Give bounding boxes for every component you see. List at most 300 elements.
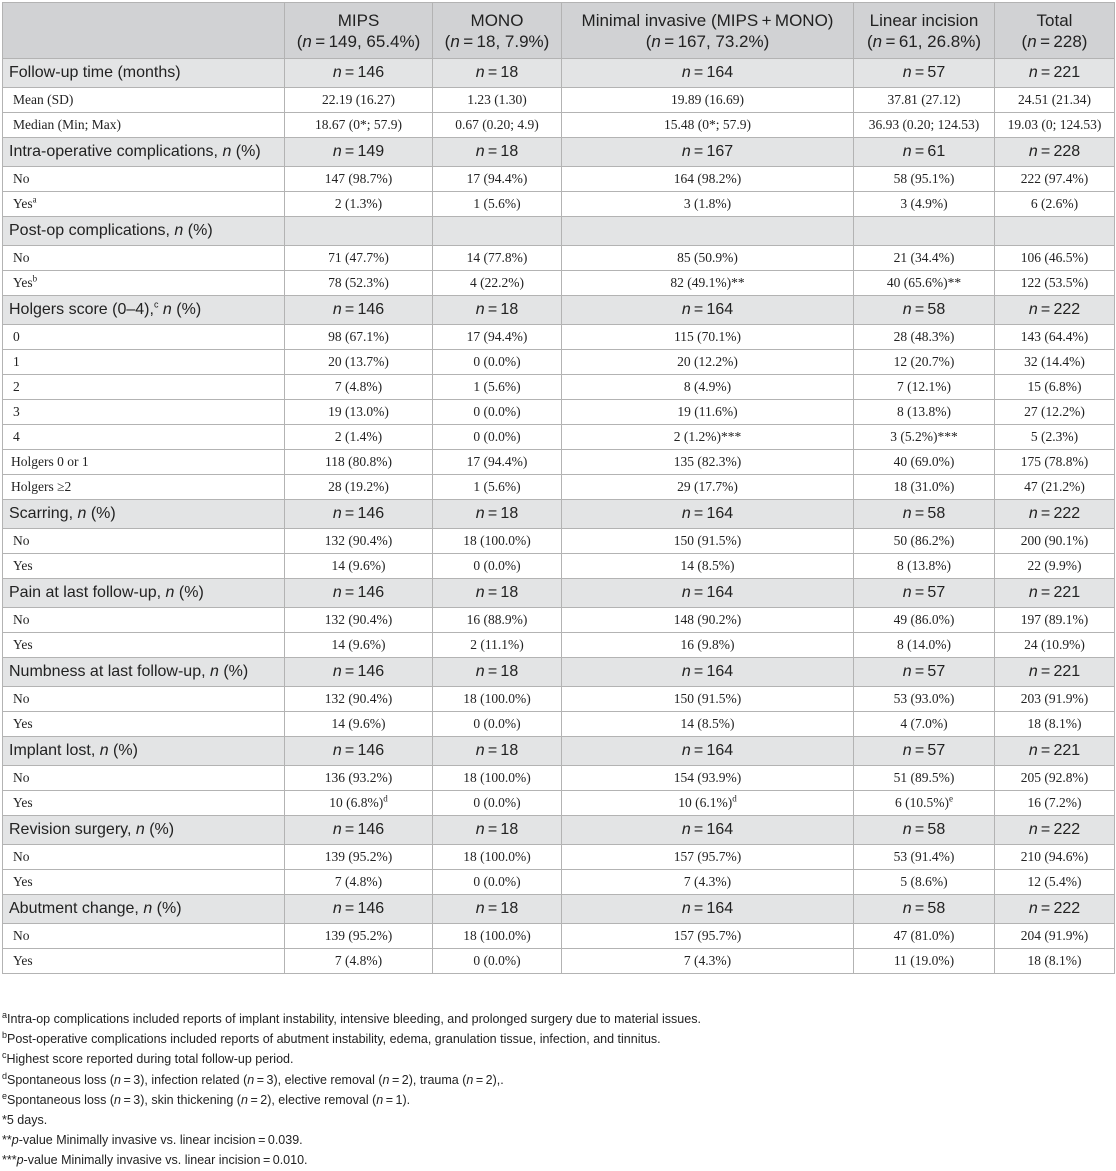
cell-value: 2 (1.4%) bbox=[334, 429, 383, 444]
row-label bbox=[3, 350, 285, 375]
table-row bbox=[3, 554, 1115, 579]
cell-value: 203 (91.9%) bbox=[1020, 691, 1089, 706]
row-label bbox=[3, 325, 285, 350]
cell-value: 14 (77.8%) bbox=[466, 250, 528, 265]
data-cell bbox=[285, 949, 433, 974]
footnote bbox=[2, 1029, 1112, 1049]
cell-value: 15 (6.8%) bbox=[1027, 379, 1082, 394]
cell-value: 8 (14.0%) bbox=[897, 637, 951, 652]
section-n-cell bbox=[995, 895, 1115, 924]
n-symbol: n bbox=[681, 821, 691, 838]
data-cell bbox=[433, 246, 562, 271]
data-cell bbox=[433, 633, 562, 658]
data-cell bbox=[285, 633, 433, 658]
n-symbol: n bbox=[475, 64, 485, 81]
section-row bbox=[3, 296, 1115, 325]
section-label bbox=[3, 658, 285, 687]
cell-value: 12 (5.4%) bbox=[1027, 874, 1082, 889]
section-n-cell bbox=[562, 138, 854, 167]
n-symbol: n bbox=[1028, 584, 1038, 601]
section-n-cell bbox=[433, 138, 562, 167]
section-n-cell bbox=[433, 895, 562, 924]
row-label bbox=[3, 475, 285, 500]
n-symbol: n bbox=[902, 900, 912, 917]
row-label-text: No bbox=[13, 171, 30, 186]
row-label bbox=[3, 192, 285, 217]
n-value: = 164 bbox=[693, 900, 734, 917]
header-cell-linear-incision: Linear incision (n = 61, 26.8%) bbox=[854, 3, 995, 59]
n-value: = 146 bbox=[344, 64, 385, 81]
section-label-tail: (%) bbox=[231, 143, 261, 160]
footnote-marker: d bbox=[2, 1070, 8, 1081]
section-label-text: Revision surgery, bbox=[9, 821, 136, 838]
data-cell bbox=[285, 687, 433, 712]
n-value: = 146 bbox=[344, 584, 385, 601]
table-row bbox=[3, 766, 1115, 791]
row-label bbox=[3, 425, 285, 450]
data-cell bbox=[854, 246, 995, 271]
header-n-value: = 61, 26.8% bbox=[882, 31, 976, 51]
row-label-text: No bbox=[13, 250, 30, 265]
cell-value: 5 (2.3%) bbox=[1030, 429, 1079, 444]
n-symbol: n bbox=[681, 663, 691, 680]
cell-value: 21 (34.4%) bbox=[893, 250, 955, 265]
header-n-value: = 167, 73.2% bbox=[660, 31, 764, 51]
n-symbol: n bbox=[1028, 505, 1038, 522]
row-label-text: Yes bbox=[13, 953, 33, 968]
data-cell bbox=[285, 529, 433, 554]
section-n-cell bbox=[995, 737, 1115, 766]
data-cell bbox=[995, 870, 1115, 895]
table-row bbox=[3, 791, 1115, 816]
data-cell bbox=[995, 271, 1115, 296]
data-cell bbox=[995, 949, 1115, 974]
section-n-cell bbox=[285, 138, 433, 167]
cell-value: 47 (81.0%) bbox=[893, 928, 955, 943]
row-label bbox=[3, 246, 285, 271]
n-value: = 228 bbox=[1040, 143, 1081, 160]
section-label-tail: (%) bbox=[174, 584, 204, 601]
row-label bbox=[3, 924, 285, 949]
header-row bbox=[3, 3, 1115, 59]
footnote-text: *5 days. bbox=[2, 1112, 48, 1127]
header-cell-mono: MONO (n = 18, 7.9%) bbox=[433, 3, 562, 59]
n-value: = 167 bbox=[693, 143, 734, 160]
data-cell bbox=[854, 167, 995, 192]
table-row bbox=[3, 845, 1115, 870]
data-cell bbox=[562, 924, 854, 949]
cell-value: 1 (5.6%) bbox=[473, 196, 521, 211]
table-row bbox=[3, 325, 1115, 350]
row-label bbox=[3, 949, 285, 974]
n-value: = 18 bbox=[487, 900, 519, 917]
data-cell bbox=[285, 192, 433, 217]
section-n-cell bbox=[433, 500, 562, 529]
data-cell bbox=[995, 246, 1115, 271]
cell-value: 40 (69.0%) bbox=[893, 454, 955, 469]
cell-value: 0 (0.0%) bbox=[473, 558, 521, 573]
section-n-cell bbox=[854, 138, 995, 167]
cell-value: 8 (13.8%) bbox=[897, 404, 951, 419]
section-n-cell bbox=[562, 737, 854, 766]
row-label-text: 0 bbox=[13, 329, 20, 344]
cell-value: 14 (9.6%) bbox=[331, 558, 386, 573]
cell-value: 40 (65.6%)** bbox=[886, 275, 962, 290]
cell-value: 0 (0.0%) bbox=[473, 354, 521, 369]
cell-value: 150 (91.5%) bbox=[673, 691, 742, 706]
cell-value: 204 (91.9%) bbox=[1020, 928, 1089, 943]
section-n-cell bbox=[854, 737, 995, 766]
footnote bbox=[2, 1049, 1112, 1069]
data-cell bbox=[433, 192, 562, 217]
row-label-text: Yes bbox=[13, 795, 33, 810]
section-n-cell bbox=[285, 296, 433, 325]
cell-value: 2 (1.3%) bbox=[334, 196, 383, 211]
data-cell bbox=[854, 113, 995, 138]
n-symbol: n bbox=[681, 900, 691, 917]
footnote-text: ** bbox=[2, 1133, 12, 1148]
cell-value: 210 (94.6%) bbox=[1020, 849, 1089, 864]
footnote-text: n bbox=[247, 1072, 255, 1087]
data-cell bbox=[995, 88, 1115, 113]
footnote bbox=[2, 1090, 1112, 1110]
data-cell bbox=[995, 554, 1115, 579]
row-label-text: No bbox=[13, 533, 30, 548]
n-symbol: n bbox=[475, 584, 485, 601]
section-label-n: n bbox=[165, 584, 175, 601]
data-cell bbox=[433, 554, 562, 579]
row-label-text: No bbox=[13, 691, 30, 706]
header-n-symbol: n bbox=[651, 31, 661, 51]
table-row bbox=[3, 400, 1115, 425]
section-n-cell bbox=[995, 658, 1115, 687]
row-label bbox=[3, 766, 285, 791]
cell-value: 14 (8.5%) bbox=[680, 558, 735, 573]
footnote bbox=[2, 1150, 1112, 1170]
cell-value: 18 (100.0%) bbox=[463, 691, 531, 706]
row-label bbox=[3, 608, 285, 633]
cell-value: 0 (0.0%) bbox=[473, 795, 521, 810]
cell-value: 15.48 (0*; 57.9) bbox=[664, 117, 751, 132]
data-cell bbox=[562, 325, 854, 350]
data-cell bbox=[562, 246, 854, 271]
table-row bbox=[3, 350, 1115, 375]
footnote-text: = 2), trauma ( bbox=[389, 1072, 467, 1087]
n-value: = 146 bbox=[344, 663, 385, 680]
table-row bbox=[3, 712, 1115, 737]
row-label bbox=[3, 870, 285, 895]
data-cell bbox=[285, 924, 433, 949]
data-cell bbox=[995, 712, 1115, 737]
section-n-cell bbox=[562, 579, 854, 608]
data-cell bbox=[433, 425, 562, 450]
n-symbol: n bbox=[475, 900, 485, 917]
section-label-text: Implant lost, bbox=[9, 742, 100, 759]
cell-value: 139 (95.2%) bbox=[324, 928, 393, 943]
cell-value: 150 (91.5%) bbox=[673, 533, 742, 548]
n-symbol: n bbox=[1028, 301, 1038, 318]
data-cell bbox=[562, 608, 854, 633]
cell-value: 135 (82.3%) bbox=[673, 454, 742, 469]
n-value: = 61 bbox=[914, 143, 946, 160]
data-cell bbox=[995, 608, 1115, 633]
section-n-cell bbox=[433, 59, 562, 88]
header-label: MONO bbox=[470, 10, 524, 30]
row-label-text: Holgers 0 or 1 bbox=[11, 454, 89, 469]
section-label-text: Pain at last follow-up, bbox=[9, 584, 166, 601]
footnote-text: *** bbox=[2, 1153, 17, 1168]
cell-value: 24.51 (21.34) bbox=[1017, 92, 1092, 107]
row-label-text: Yes bbox=[13, 196, 33, 211]
data-cell bbox=[854, 633, 995, 658]
table-row bbox=[3, 88, 1115, 113]
cell-value: 175 (78.8%) bbox=[1020, 454, 1089, 469]
data-cell bbox=[285, 350, 433, 375]
cell-value: 0 (0.0%) bbox=[473, 953, 521, 968]
table-row bbox=[3, 608, 1115, 633]
cell-value: 20 (13.7%) bbox=[328, 354, 389, 369]
cell-value: 148 (90.2%) bbox=[673, 612, 742, 627]
cell-value: 0 (0.0%) bbox=[473, 404, 521, 419]
cell-value: 28 (48.3%) bbox=[893, 329, 955, 344]
cell-value: 18 (31.0%) bbox=[893, 479, 955, 494]
cell-value: 7 (4.8%) bbox=[334, 379, 383, 394]
n-value: = 18 bbox=[487, 143, 519, 160]
header-cell-minimal-invasive: Minimal invasive (MIPS + MONO) (n = 167, 73.2%) bbox=[562, 3, 854, 59]
cell-value: 71 (47.7%) bbox=[328, 250, 389, 265]
section-label-n: n bbox=[143, 900, 153, 917]
cell-value: 157 (95.7%) bbox=[673, 849, 742, 864]
cell-value: 51 (89.5%) bbox=[893, 770, 955, 785]
footnote bbox=[2, 1130, 1112, 1150]
row-label-text: No bbox=[13, 770, 30, 785]
cell-value: 36.93 (0.20; 124.53) bbox=[868, 117, 980, 132]
data-cell bbox=[562, 687, 854, 712]
data-cell bbox=[562, 791, 854, 816]
footnote-text: n bbox=[376, 1092, 384, 1107]
data-cell bbox=[285, 712, 433, 737]
section-label-text: Numbness at last follow-up, bbox=[9, 663, 210, 680]
cell-value: 16 (9.8%) bbox=[680, 637, 735, 652]
n-value: = 18 bbox=[487, 64, 519, 81]
data-cell bbox=[562, 113, 854, 138]
cell-value: 222 (97.4%) bbox=[1020, 171, 1089, 186]
data-cell bbox=[562, 400, 854, 425]
data-cell bbox=[433, 791, 562, 816]
cell-value: 85 (50.9%) bbox=[677, 250, 738, 265]
section-label bbox=[3, 737, 285, 766]
header-n-symbol: n bbox=[450, 31, 460, 51]
n-value: = 164 bbox=[693, 64, 734, 81]
data-cell bbox=[285, 167, 433, 192]
cell-value: 22.19 (16.27) bbox=[321, 92, 396, 107]
footnote-text: -value Minimally invasive vs. linear incision = 0.039. bbox=[18, 1133, 303, 1148]
n-symbol: n bbox=[475, 143, 485, 160]
n-symbol: n bbox=[475, 821, 485, 838]
n-symbol: n bbox=[332, 143, 342, 160]
data-cell bbox=[995, 450, 1115, 475]
data-cell bbox=[562, 350, 854, 375]
n-value: = 146 bbox=[344, 900, 385, 917]
cell-value: 19 (13.0%) bbox=[328, 404, 389, 419]
cell-value: 157 (95.7%) bbox=[673, 928, 742, 943]
footnote-marker: b bbox=[32, 273, 38, 284]
n-symbol: n bbox=[1028, 821, 1038, 838]
data-cell bbox=[433, 113, 562, 138]
table-row bbox=[3, 246, 1115, 271]
footnote-text: = 1). bbox=[383, 1092, 411, 1107]
n-symbol: n bbox=[681, 143, 691, 160]
data-cell bbox=[433, 167, 562, 192]
section-row bbox=[3, 737, 1115, 766]
section-n-cell bbox=[854, 217, 995, 246]
n-value: = 57 bbox=[914, 663, 946, 680]
cell-value: 14 (9.6%) bbox=[331, 637, 386, 652]
section-label bbox=[3, 500, 285, 529]
section-label-tail: (%) bbox=[171, 301, 202, 318]
section-label bbox=[3, 895, 285, 924]
table-row bbox=[3, 687, 1115, 712]
cell-value: 19 (11.6%) bbox=[677, 404, 738, 419]
cell-value: 7 (12.1%) bbox=[897, 379, 951, 394]
row-label bbox=[3, 845, 285, 870]
n-symbol: n bbox=[332, 663, 342, 680]
n-value: = 221 bbox=[1040, 663, 1081, 680]
cell-value: 32 (14.4%) bbox=[1024, 354, 1085, 369]
table-row bbox=[3, 113, 1115, 138]
table-row bbox=[3, 924, 1115, 949]
data-cell bbox=[562, 870, 854, 895]
section-n-cell bbox=[562, 217, 854, 246]
row-label-text: Yes bbox=[13, 558, 33, 573]
row-label bbox=[3, 554, 285, 579]
cell-value: 17 (94.4%) bbox=[466, 171, 528, 186]
data-cell bbox=[854, 425, 995, 450]
row-label bbox=[3, 529, 285, 554]
data-cell bbox=[995, 325, 1115, 350]
n-value: = 58 bbox=[914, 301, 946, 318]
header-blank-cell bbox=[3, 3, 285, 59]
data-cell bbox=[433, 529, 562, 554]
data-cell bbox=[995, 766, 1115, 791]
data-cell bbox=[285, 271, 433, 296]
table-row bbox=[3, 475, 1115, 500]
cell-value: 18 (8.1%) bbox=[1027, 716, 1082, 731]
section-row bbox=[3, 579, 1115, 608]
footnote-marker: e bbox=[2, 1090, 8, 1101]
n-symbol: n bbox=[475, 742, 485, 759]
header-n-symbol: n bbox=[1027, 31, 1037, 51]
data-cell bbox=[285, 766, 433, 791]
data-cell bbox=[854, 924, 995, 949]
cell-value: 18 (100.0%) bbox=[463, 770, 531, 785]
data-cell bbox=[285, 845, 433, 870]
footnote-marker: d bbox=[732, 793, 737, 804]
cell-value: 18 (100.0%) bbox=[463, 849, 531, 864]
cell-value: 18 (100.0%) bbox=[463, 533, 531, 548]
cell-value: 6 (10.5%) bbox=[895, 795, 949, 810]
data-cell bbox=[285, 791, 433, 816]
row-label bbox=[3, 633, 285, 658]
cell-value: 37.81 (27.12) bbox=[887, 92, 961, 107]
data-cell bbox=[285, 113, 433, 138]
footnote-text: = 3), elective removal ( bbox=[254, 1072, 383, 1087]
table-row bbox=[3, 949, 1115, 974]
data-cell bbox=[285, 246, 433, 271]
cell-value: 18 (100.0%) bbox=[463, 928, 531, 943]
cell-value: 0 (0.0%) bbox=[473, 429, 521, 444]
section-label-n: n bbox=[209, 663, 219, 680]
n-symbol: n bbox=[1028, 742, 1038, 759]
cell-value: 22 (9.9%) bbox=[1027, 558, 1082, 573]
n-symbol: n bbox=[902, 663, 912, 680]
data-cell bbox=[562, 450, 854, 475]
row-label bbox=[3, 88, 285, 113]
table-row bbox=[3, 633, 1115, 658]
cell-value: 3 (5.2%)*** bbox=[890, 429, 958, 444]
n-value: = 221 bbox=[1040, 742, 1081, 759]
n-symbol: n bbox=[681, 742, 691, 759]
section-row bbox=[3, 658, 1115, 687]
table-row bbox=[3, 375, 1115, 400]
data-cell bbox=[995, 350, 1115, 375]
section-n-cell bbox=[995, 59, 1115, 88]
data-cell bbox=[854, 529, 995, 554]
section-n-cell bbox=[995, 217, 1115, 246]
section-n-cell bbox=[433, 579, 562, 608]
n-value: = 146 bbox=[344, 742, 385, 759]
data-cell bbox=[854, 845, 995, 870]
row-label-text: No bbox=[13, 612, 30, 627]
data-cell bbox=[854, 475, 995, 500]
data-cell bbox=[433, 271, 562, 296]
section-label bbox=[3, 138, 285, 167]
data-cell bbox=[562, 845, 854, 870]
n-value: = 58 bbox=[914, 821, 946, 838]
data-cell bbox=[995, 529, 1115, 554]
data-cell bbox=[854, 271, 995, 296]
section-label-text: Follow-up time (months) bbox=[9, 64, 181, 81]
table-row bbox=[3, 450, 1115, 475]
header-n-symbol: n bbox=[872, 31, 883, 51]
data-cell bbox=[562, 271, 854, 296]
n-symbol: n bbox=[902, 143, 912, 160]
row-label-text: Yes bbox=[13, 637, 33, 652]
footnote-marker: a bbox=[32, 194, 37, 205]
data-cell bbox=[433, 450, 562, 475]
n-value: = 18 bbox=[487, 301, 519, 318]
footnote-text: = 2), elective removal ( bbox=[247, 1092, 377, 1107]
data-cell bbox=[995, 192, 1115, 217]
section-n-cell bbox=[433, 217, 562, 246]
n-value: = 18 bbox=[487, 742, 519, 759]
footnote-text: = 3), infection related ( bbox=[120, 1072, 248, 1087]
section-n-cell bbox=[433, 816, 562, 845]
footnote-text: Intra-op complications included reports of implant instability, intensive bleeding, and prolonged surgery due to material issues. bbox=[7, 1012, 701, 1026]
n-symbol: n bbox=[475, 663, 485, 680]
cell-value: 0 (0.0%) bbox=[473, 874, 521, 889]
footnote-text: n bbox=[240, 1092, 248, 1107]
section-label-text: Abutment change, bbox=[9, 900, 144, 917]
section-n-cell bbox=[285, 658, 433, 687]
cell-value: 122 (53.5%) bbox=[1020, 275, 1089, 290]
footnote-text: Spontaneous loss ( bbox=[7, 1072, 115, 1087]
n-symbol: n bbox=[902, 64, 912, 81]
n-symbol: n bbox=[332, 301, 342, 318]
cell-value: 1 (5.6%) bbox=[473, 479, 521, 494]
header-n-value: = 18, 7.9% bbox=[459, 31, 544, 51]
section-label bbox=[3, 217, 285, 246]
